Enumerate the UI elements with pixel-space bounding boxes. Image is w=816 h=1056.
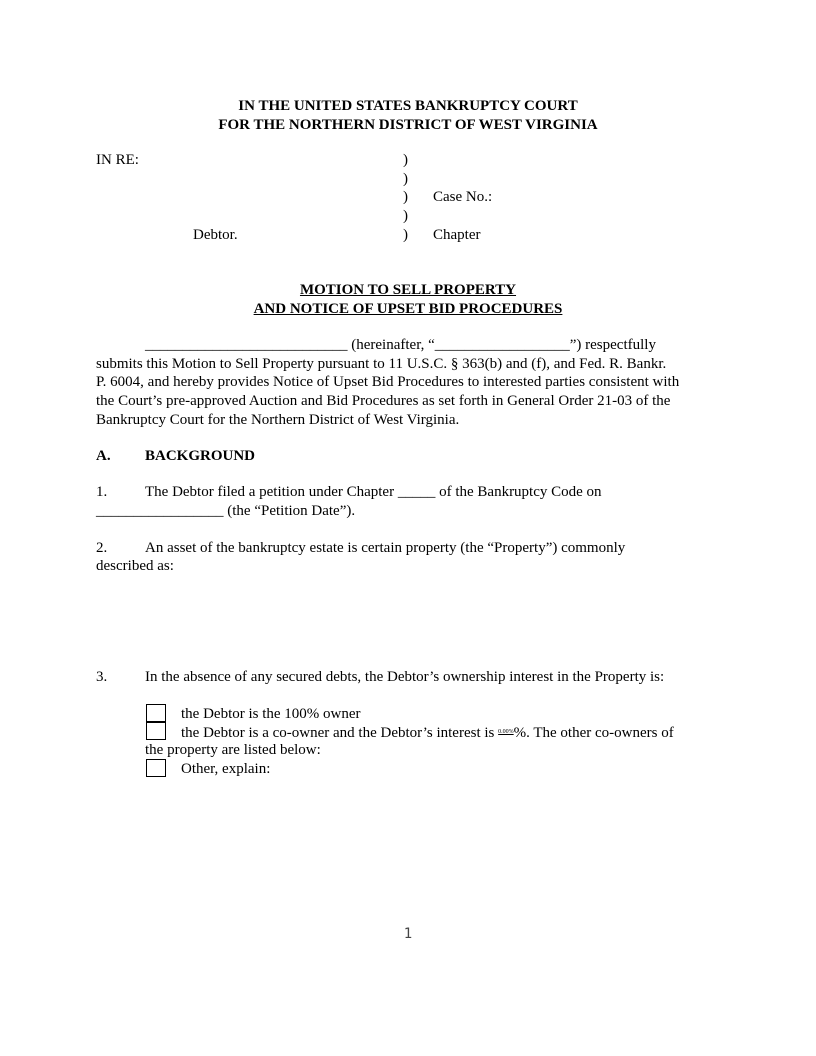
checkbox-co-owner[interactable] — [146, 722, 166, 740]
para2-line1: An asset of the bankruptcy estate is certain property (the “Property”) commonly — [145, 540, 626, 556]
caption-paren: ) — [403, 227, 408, 243]
para3-number: 3. — [96, 669, 108, 685]
intro-line: Bankruptcy Court for the Northern District of West Virginia. — [96, 412, 460, 428]
para1-number: 1. — [96, 484, 108, 500]
caption-paren: ) — [403, 152, 408, 168]
case-no-label: Case No.: — [433, 189, 493, 205]
motion-title-line2: AND NOTICE OF UPSET BID PROCEDURES — [253, 301, 563, 317]
co-owner-text: the Debtor is a co-owner and the Debtor’s interest is — [181, 725, 499, 741]
section-letter: A. — [96, 448, 111, 464]
page-number: 1 — [403, 926, 413, 942]
intro-line: the Court’s pre-approved Auction and Bid Procedures as set forth in General Order 21-03 of the — [96, 393, 671, 409]
intro-line: submits this Motion to Sell Property pursuant to 11 U.S.C. § 363(b) and (f), and Fed. R. Bankr. — [96, 356, 667, 372]
option-co-owner — [181, 723, 674, 742]
caption-paren: ) — [403, 189, 408, 205]
para1-line2: _________________ (the “Petition Date”). — [96, 503, 356, 519]
section-heading: BACKGROUND — [145, 448, 256, 464]
para2-line2: described as: — [96, 558, 174, 574]
para1-line1: The Debtor filed a petition under Chapter _____ of the Bankruptcy Code on — [145, 484, 602, 500]
option-100-percent-owner: the Debtor is the 100% owner — [181, 706, 361, 722]
in-re-label: IN RE: — [96, 152, 139, 168]
co-owner-text-end: %. The other co-owners of — [513, 725, 674, 741]
chapter-label: Chapter — [433, 227, 481, 243]
motion-title-line1: MOTION TO SELL PROPERTY — [299, 282, 517, 298]
option-other: Other, explain: — [181, 761, 271, 777]
caption-paren: ) — [403, 208, 408, 224]
intro-line: ___________________________ (hereinafter, “__________________”) respectfully — [145, 337, 656, 353]
caption-paren: ) — [403, 171, 408, 187]
para2-number: 2. — [96, 540, 108, 556]
court-name-line2: FOR THE NORTHERN DISTRICT OF WEST VIRGINIA — [218, 117, 598, 133]
debtor-label: Debtor. — [193, 227, 238, 243]
checkbox-other[interactable] — [146, 759, 166, 777]
interest-percent-field[interactable]: 0.00% — [498, 729, 514, 735]
court-name-line1: IN THE UNITED STATES BANKRUPTCY COURT — [238, 98, 578, 114]
intro-line: P. 6004, and hereby provides Notice of Upset Bid Procedures to interested parties consistent with — [96, 374, 680, 390]
option-co-owner-line2: the property are listed below: — [145, 742, 321, 758]
para3-line1: In the absence of any secured debts, the Debtor’s ownership interest in the Property is: — [145, 669, 665, 685]
checkbox-100-percent-owner[interactable] — [146, 704, 166, 722]
